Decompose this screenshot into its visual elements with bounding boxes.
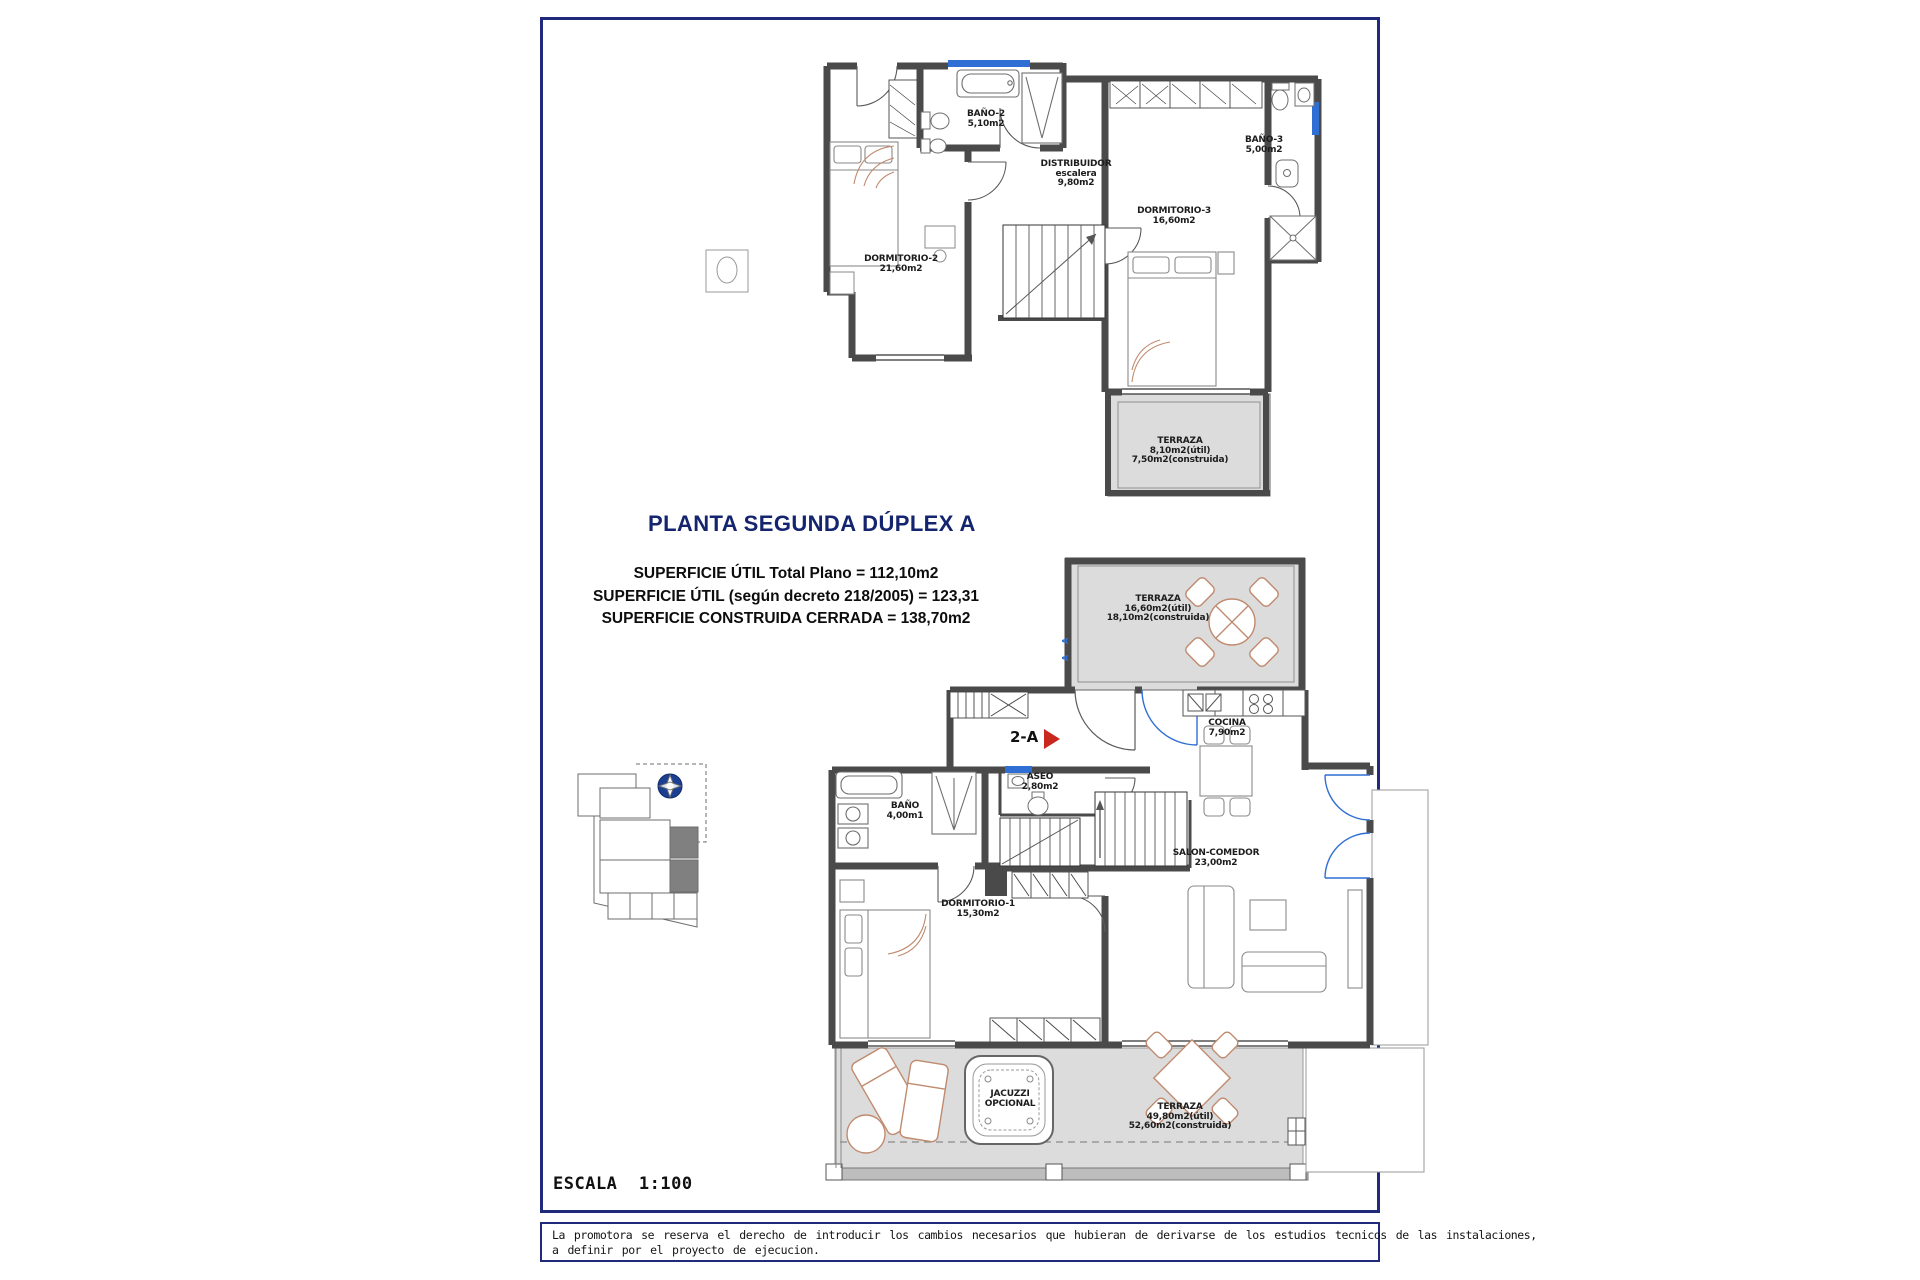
bed-dorm3 — [1128, 252, 1234, 386]
salon-east-doors — [1325, 775, 1370, 878]
superficie-line-3: SUPERFICIE CONSTRUIDA CERRADA = 138,70m2 — [601, 610, 971, 627]
adjacent-unit-outline-east — [1372, 790, 1428, 1045]
scale-note: ESCALA 1:100 — [553, 1174, 693, 1194]
dorm1-wardrobe — [990, 1018, 1100, 1042]
kitchen-counter — [1183, 690, 1305, 716]
room-label-bano3: BAÑO-3 5,00m2 — [1245, 135, 1283, 155]
entry-arrow-icon — [1044, 729, 1060, 749]
section-marker-aa: A A — [1061, 633, 1070, 661]
room-label-terraza-upper: TERRAZA 8,10m2(útil) 7,50m2(construida) — [1131, 436, 1229, 465]
room-label-distribuidor: DISTRIBUIDOR escalera 9,80m2 — [1040, 159, 1112, 188]
kitchen-table-set — [1200, 726, 1252, 816]
bathtub-bano2 — [957, 70, 1019, 97]
terrace-divider-window — [1288, 1118, 1305, 1145]
room-label-dormitorio1: DORMITORIO-1 15,30m2 — [941, 899, 1015, 919]
lower-floor-plan — [826, 558, 1428, 1180]
superficie-line-1: SUPERFICIE ÚTIL Total Plano = 112,10m2 — [633, 565, 939, 582]
salon-sofas — [1188, 886, 1362, 992]
wardrobe-dorm3 — [1110, 81, 1262, 108]
bed-dorm1 — [840, 880, 930, 1038]
superficie-block — [536, 563, 1036, 631]
window-dorm1 — [868, 1041, 955, 1046]
superficie-line-2: SUPERFICIE ÚTIL (según decreto 218/2005) = 123,31 — [592, 587, 980, 605]
fixtures-bano3 — [1270, 83, 1316, 260]
room-label-dormitorio3: DORMITORIO-3 16,60m2 — [1137, 206, 1211, 226]
lower-plan-upper-terrace — [1065, 558, 1305, 690]
disclaimer-line-2: a definir por el proyecto de ejecucion. — [552, 1243, 820, 1257]
exterior-element — [706, 250, 748, 292]
room-label-terraza-inferior: TERRAZA 49,80m2(útil) 52,60m2(construida) — [1128, 1102, 1232, 1131]
window-bano3 — [1312, 102, 1319, 135]
pillar — [985, 870, 1007, 896]
compass-icon — [658, 774, 682, 798]
bed-dorm2 — [830, 142, 898, 266]
entry-closets — [950, 692, 1028, 718]
window-dorm3-terrace — [1122, 389, 1250, 394]
shower-bano2 — [1022, 73, 1062, 143]
wardrobe-dorm2 — [889, 80, 917, 138]
room-label-salon: SALON-COMEDOR 23,00m2 — [1172, 848, 1260, 868]
nightstand-dorm2 — [830, 272, 854, 294]
unit-marker-2a: 2-A — [1010, 728, 1039, 746]
disclaimer-box — [540, 1222, 1537, 1262]
entry-door — [1075, 690, 1197, 750]
adjacent-unit-outline-southeast — [1306, 1048, 1424, 1172]
disclaimer-line-1: La promotora se reserva el derecho de introducir los cambios necesarios que hubieran de derivarse de los estudios tecnicos de las instalaciones, — [552, 1228, 1537, 1242]
toilet-bano2 — [921, 112, 949, 153]
label-jacuzzi: JACUZZI OPCIONAL — [984, 1089, 1036, 1109]
window-bano2 — [948, 60, 1030, 67]
site-plan-minimap — [578, 764, 706, 927]
room-label-aseo: ASEO 2,80m2 — [1021, 772, 1059, 792]
upper-stairs — [1003, 225, 1105, 318]
hall-closet — [1012, 872, 1088, 898]
upper-floor-plan — [706, 60, 1319, 496]
room-label-bano2: BAÑO-2 5,10m2 — [967, 109, 1005, 129]
room-label-terraza-superior: TERRAZA 16,60m2(útil) 18,10m2(construida) — [1106, 594, 1210, 623]
room-label-dormitorio2: DORMITORIO-2 21,60m2 — [864, 254, 938, 274]
room-label-cocina: COCINA 7,90m2 — [1208, 718, 1246, 738]
room-label-bano: BAÑO 4,00m1 — [886, 801, 924, 821]
page-title: PLANTA SEGUNDA DÚPLEX A — [648, 511, 976, 536]
window-dorm2 — [876, 355, 944, 360]
